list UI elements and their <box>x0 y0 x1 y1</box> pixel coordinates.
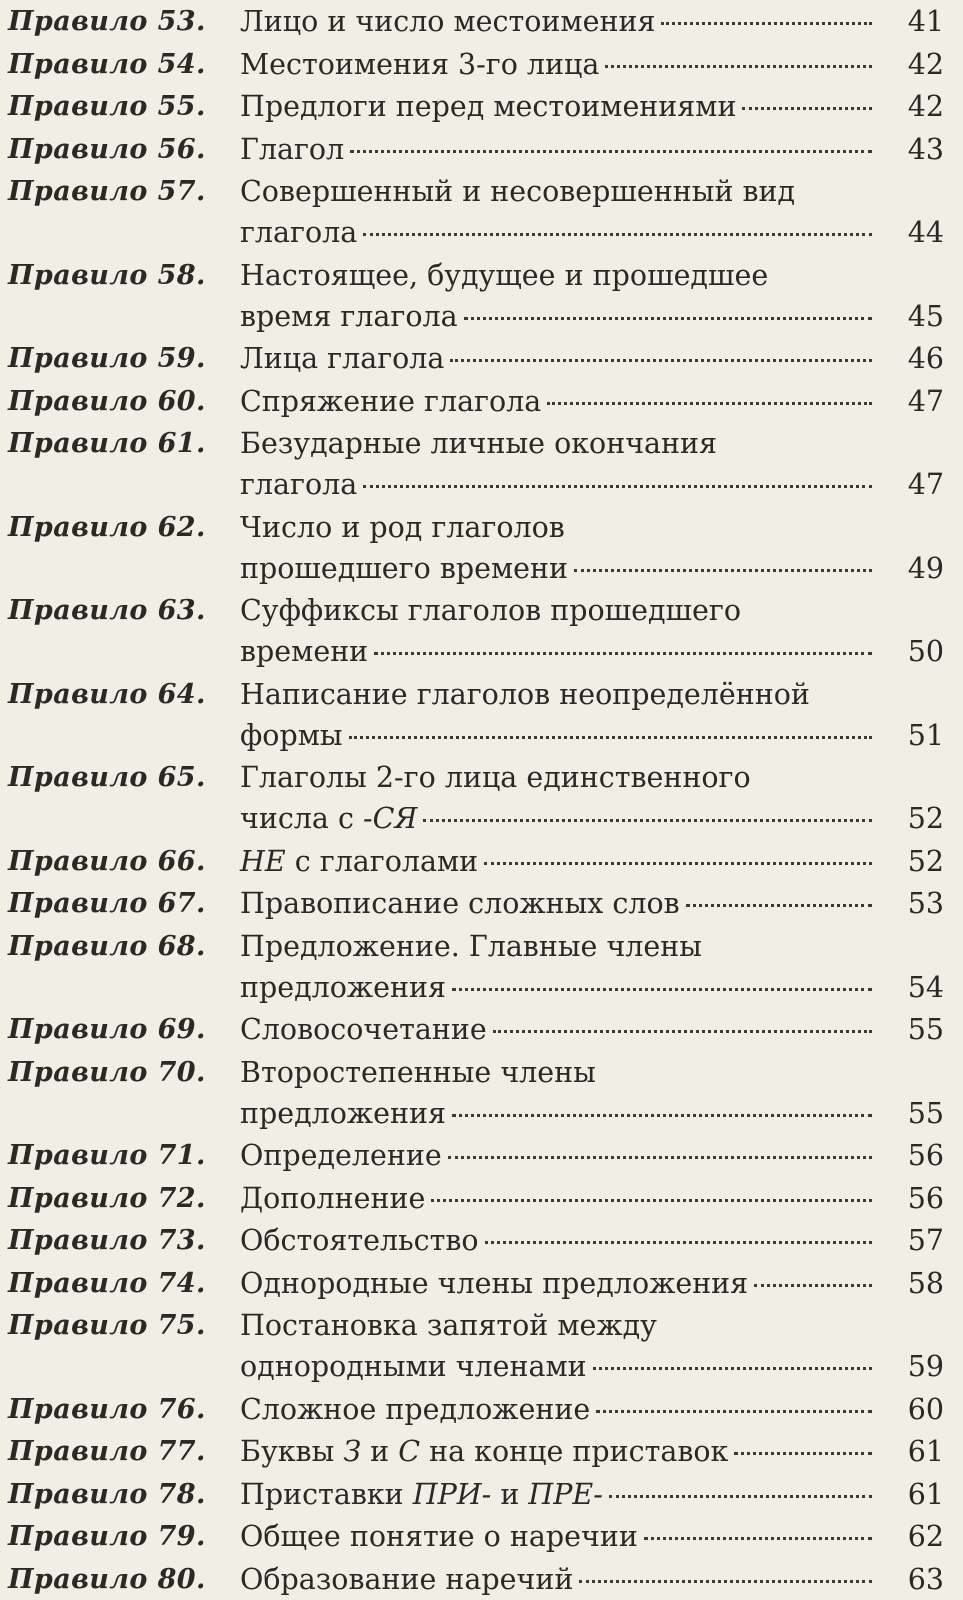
rule-title-text: Безударные личные окончания <box>240 427 718 460</box>
rule-title-line <box>240 212 878 253</box>
rule-title-text: Спряжение глагола <box>240 384 542 418</box>
rule-title-line <box>240 1263 878 1304</box>
dot-leader <box>574 569 872 572</box>
toc-entry <box>0 422 963 506</box>
rule-title-line <box>240 171 878 212</box>
dot-leader <box>644 1537 872 1540</box>
rule-title-text: прошедшего времени <box>240 551 569 585</box>
rule-title <box>236 1 878 42</box>
toc-entry <box>0 128 963 171</box>
rule-title <box>236 757 878 839</box>
page-number: 60 <box>907 1392 944 1426</box>
rule-label: Правило 76. <box>8 1393 206 1425</box>
rule-title-text: Сложное предложение <box>240 1392 591 1426</box>
rule-title-text: предложения <box>240 1096 446 1130</box>
dot-leader <box>350 150 872 153</box>
rule-title-line <box>240 926 878 967</box>
rule-title <box>236 338 878 379</box>
rule-title-line <box>240 590 878 631</box>
toc-entry <box>0 1558 963 1600</box>
rule-title-text: Второстепенные члены <box>240 1055 596 1089</box>
rule-title-text: НЕ с глаголами <box>240 844 479 878</box>
rule-title-line <box>240 44 878 85</box>
rule-title <box>236 381 878 422</box>
rule-title-line <box>240 1009 878 1050</box>
dot-leader <box>485 1241 872 1244</box>
rule-title-text: Предложение. Главные члены <box>240 929 702 963</box>
rule-title <box>236 255 878 337</box>
rule-label: Правило 65. <box>8 762 206 793</box>
page-number: 50 <box>907 635 944 668</box>
page-number: 41 <box>907 5 944 38</box>
dot-leader <box>448 1156 872 1159</box>
rule-title-line <box>240 464 878 505</box>
rule-title-text: числа с -СЯ <box>240 802 418 835</box>
page-number: 59 <box>907 1350 944 1383</box>
rule-title-line <box>240 1474 878 1515</box>
rule-title-text: Определение <box>240 1139 442 1172</box>
rule-title-text: Предлоги перед местоимениями <box>240 90 737 123</box>
dot-leader <box>431 1199 872 1202</box>
rule-label: Правило 60. <box>8 385 206 417</box>
page-number: 42 <box>907 47 944 81</box>
rule-label: Правило 59. <box>8 343 206 374</box>
rule-label: Правило 79. <box>8 1521 206 1552</box>
rule-title-text: Суффиксы глаголов прошедшего <box>240 594 741 627</box>
rule-label: Правило 73. <box>8 1225 206 1256</box>
toc-entry <box>0 43 963 86</box>
rule-title-text: Лицо и число местоимения <box>240 5 656 38</box>
rule-title-line <box>240 423 878 464</box>
rule-label: Правило 63. <box>8 595 206 626</box>
rule-title-line <box>240 1431 878 1472</box>
rule-title-line <box>240 1220 878 1261</box>
rule-title-text: Местоимения 3-го лица <box>240 47 600 81</box>
page-number: 45 <box>907 299 944 333</box>
rule-title <box>236 1431 878 1472</box>
dot-leader <box>742 107 872 110</box>
rule-label: Правило 78. <box>8 1478 206 1510</box>
rule-title <box>236 590 878 672</box>
rule-label: Правило 54. <box>8 48 206 80</box>
dot-leader <box>579 1580 872 1583</box>
rule-title <box>236 1516 878 1557</box>
dot-leader <box>661 22 872 25</box>
page-number: 52 <box>907 844 944 878</box>
dot-leader <box>374 652 872 655</box>
page-number: 49 <box>907 551 944 585</box>
rule-title-text: Правописание сложных слов <box>240 887 680 920</box>
rule-title <box>236 1474 878 1515</box>
rule-title-line <box>240 1516 878 1557</box>
rule-title-line <box>240 296 878 337</box>
toc-entry <box>0 840 963 883</box>
rule-title-text: глагола <box>240 216 358 249</box>
page-number: 62 <box>907 1520 944 1553</box>
rule-label: Правило 66. <box>8 845 206 877</box>
rule-title-line <box>240 129 878 170</box>
rule-label: Правило 62. <box>8 511 206 543</box>
dot-leader <box>609 1495 872 1498</box>
rule-title-line <box>240 1135 878 1176</box>
rule-title-line <box>240 1559 878 1600</box>
toc-entry <box>0 506 963 590</box>
rule-title <box>236 1305 878 1387</box>
rule-title-text: Приставки ПРИ- и ПРЕ- <box>240 1477 603 1511</box>
toc-entry <box>0 589 963 673</box>
rule-title-line <box>240 338 878 379</box>
rule-title <box>236 1559 878 1600</box>
rule-title <box>236 926 878 1008</box>
rule-label: Правило 70. <box>8 1056 206 1088</box>
rule-label: Правило 58. <box>8 259 206 291</box>
toc-entry <box>0 882 963 925</box>
page-number: 47 <box>907 384 944 418</box>
rule-title-line <box>240 1052 878 1093</box>
page-number: 63 <box>907 1562 944 1596</box>
rule-title-line <box>240 967 878 1008</box>
page-number: 54 <box>907 970 944 1004</box>
rule-title-line <box>240 507 878 548</box>
toc-entry <box>0 254 963 338</box>
toc-entry <box>0 380 963 423</box>
rule-title-line <box>240 1 878 42</box>
page-number: 42 <box>907 90 944 123</box>
rule-label: Правило 77. <box>8 1436 206 1467</box>
page-number: 56 <box>907 1181 944 1215</box>
toc-entry <box>0 1515 963 1558</box>
rule-label: Правило 75. <box>8 1310 206 1341</box>
rule-title-line <box>240 883 878 924</box>
dot-leader <box>363 485 872 488</box>
rule-title-text: Глаголы 2-го лица единственного <box>240 761 751 794</box>
rule-label: Правило 80. <box>8 1563 206 1595</box>
rule-title <box>236 44 878 85</box>
rule-title-text: Обстоятельство <box>240 1224 479 1257</box>
rule-title-line <box>240 1093 878 1134</box>
rule-title-text: Буквы З и С на конце приставок <box>240 1435 729 1468</box>
toc-entry <box>0 1430 963 1473</box>
rule-title-text: время глагола <box>240 299 458 333</box>
rule-label: Правило 67. <box>8 888 206 919</box>
page-number: 55 <box>907 1096 944 1130</box>
page-number: 56 <box>907 1139 944 1172</box>
dot-leader <box>593 1367 872 1370</box>
toc-entry <box>0 0 963 43</box>
rule-title-line <box>240 631 878 672</box>
dot-leader <box>596 1410 872 1413</box>
rule-title <box>236 86 878 127</box>
rule-title-text: глагола <box>240 468 358 501</box>
toc-entry <box>0 756 963 840</box>
rule-label: Правило 72. <box>8 1182 206 1214</box>
dot-leader <box>547 402 872 405</box>
rule-title <box>236 1009 878 1050</box>
toc-entry <box>0 925 963 1009</box>
rule-label: Правило 68. <box>8 930 206 962</box>
rule-label: Правило 64. <box>8 678 206 710</box>
rule-title-line <box>240 1305 878 1346</box>
rule-title <box>236 423 878 505</box>
page-number: 55 <box>907 1013 944 1046</box>
page-number: 52 <box>907 802 944 835</box>
rule-title-line <box>240 798 878 839</box>
page-number: 61 <box>907 1477 944 1511</box>
toc-entry <box>0 673 963 757</box>
dot-leader <box>450 359 872 362</box>
toc-entry <box>0 170 963 254</box>
dot-leader <box>452 1114 872 1117</box>
dot-leader <box>464 317 872 320</box>
page-number: 58 <box>907 1266 944 1300</box>
rule-title <box>236 674 878 756</box>
rule-label: Правило 53. <box>8 6 206 37</box>
rule-title-text: однородными членами <box>240 1350 587 1383</box>
rule-title-text: Настоящее, будущее и прошедшее <box>240 258 769 292</box>
page-number: 43 <box>907 132 944 166</box>
toc-entry <box>0 1177 963 1220</box>
dot-leader <box>423 819 872 822</box>
rule-title-text: Словосочетание <box>240 1013 487 1046</box>
dot-leader <box>363 233 872 236</box>
page-number: 61 <box>907 1435 944 1468</box>
rule-title-text: Лица глагола <box>240 342 445 375</box>
rule-title <box>236 1389 878 1430</box>
rule-title <box>236 841 878 882</box>
toc-entry <box>0 1051 963 1135</box>
rule-title-text: времени <box>240 635 369 668</box>
rule-title-line <box>240 1346 878 1387</box>
rule-title-text: Совершенный и несовершенный вид <box>240 175 796 208</box>
rule-title-line <box>240 841 878 882</box>
toc-entry <box>0 1304 963 1388</box>
rule-title-line <box>240 757 878 798</box>
page-number: 53 <box>907 887 944 920</box>
rule-title-text: Глагол <box>240 132 345 166</box>
rule-title-line <box>240 86 878 127</box>
rule-title-line <box>240 255 878 296</box>
rule-label: Правило 56. <box>8 133 206 165</box>
rule-title <box>236 1178 878 1219</box>
rule-label: Правило 61. <box>8 428 206 459</box>
page-number: 47 <box>907 468 944 501</box>
rule-title <box>236 171 878 253</box>
dot-leader <box>686 904 872 907</box>
rule-title-line <box>240 1389 878 1430</box>
page-number: 44 <box>907 216 944 249</box>
rule-title <box>236 1263 878 1304</box>
rule-label: Правило 69. <box>8 1014 206 1045</box>
toc-entry <box>0 337 963 380</box>
dot-leader <box>493 1030 872 1033</box>
rule-title-text: предложения <box>240 970 446 1004</box>
rule-title <box>236 883 878 924</box>
rule-title-text: Написание глаголов неопределённой <box>240 677 810 711</box>
rule-title <box>236 129 878 170</box>
rule-title-text: формы <box>240 718 343 752</box>
rule-title-text: Постановка запятой между <box>240 1309 657 1342</box>
dot-leader <box>754 1284 872 1287</box>
rule-label: Правило 71. <box>8 1140 206 1171</box>
rule-title-text: Число и род глаголов <box>240 510 565 544</box>
page-number: 51 <box>907 718 944 752</box>
dot-leader <box>484 862 872 865</box>
toc-entry <box>0 1008 963 1051</box>
dot-leader <box>734 1452 872 1455</box>
dot-leader <box>605 65 872 68</box>
toc-entry <box>0 1388 963 1431</box>
rule-label: Правило 55. <box>8 91 206 122</box>
rule-title <box>236 1135 878 1176</box>
rule-title-line <box>240 715 878 756</box>
toc-entry <box>0 1134 963 1177</box>
toc-entry <box>0 1473 963 1516</box>
toc-entry <box>0 1262 963 1305</box>
rule-title-text: Дополнение <box>240 1181 426 1215</box>
rule-title <box>236 507 878 589</box>
rule-title <box>236 1220 878 1261</box>
page-number: 57 <box>907 1224 944 1257</box>
rule-title-line <box>240 674 878 715</box>
rule-title <box>236 1052 878 1134</box>
dot-leader <box>349 736 872 739</box>
toc-entry <box>0 85 963 128</box>
rule-title-text: Образование наречий <box>240 1562 574 1596</box>
rule-label: Правило 57. <box>8 176 206 207</box>
dot-leader <box>452 988 872 991</box>
rule-title-text: Общее понятие о наречии <box>240 1520 638 1553</box>
toc-entry <box>0 1219 963 1262</box>
rule-title-line <box>240 1178 878 1219</box>
rule-title-line <box>240 381 878 422</box>
rule-label: Правило 74. <box>8 1267 206 1299</box>
page-number: 46 <box>907 342 944 375</box>
rule-title-line <box>240 548 878 589</box>
rule-title-text: Однородные члены предложения <box>240 1266 749 1300</box>
